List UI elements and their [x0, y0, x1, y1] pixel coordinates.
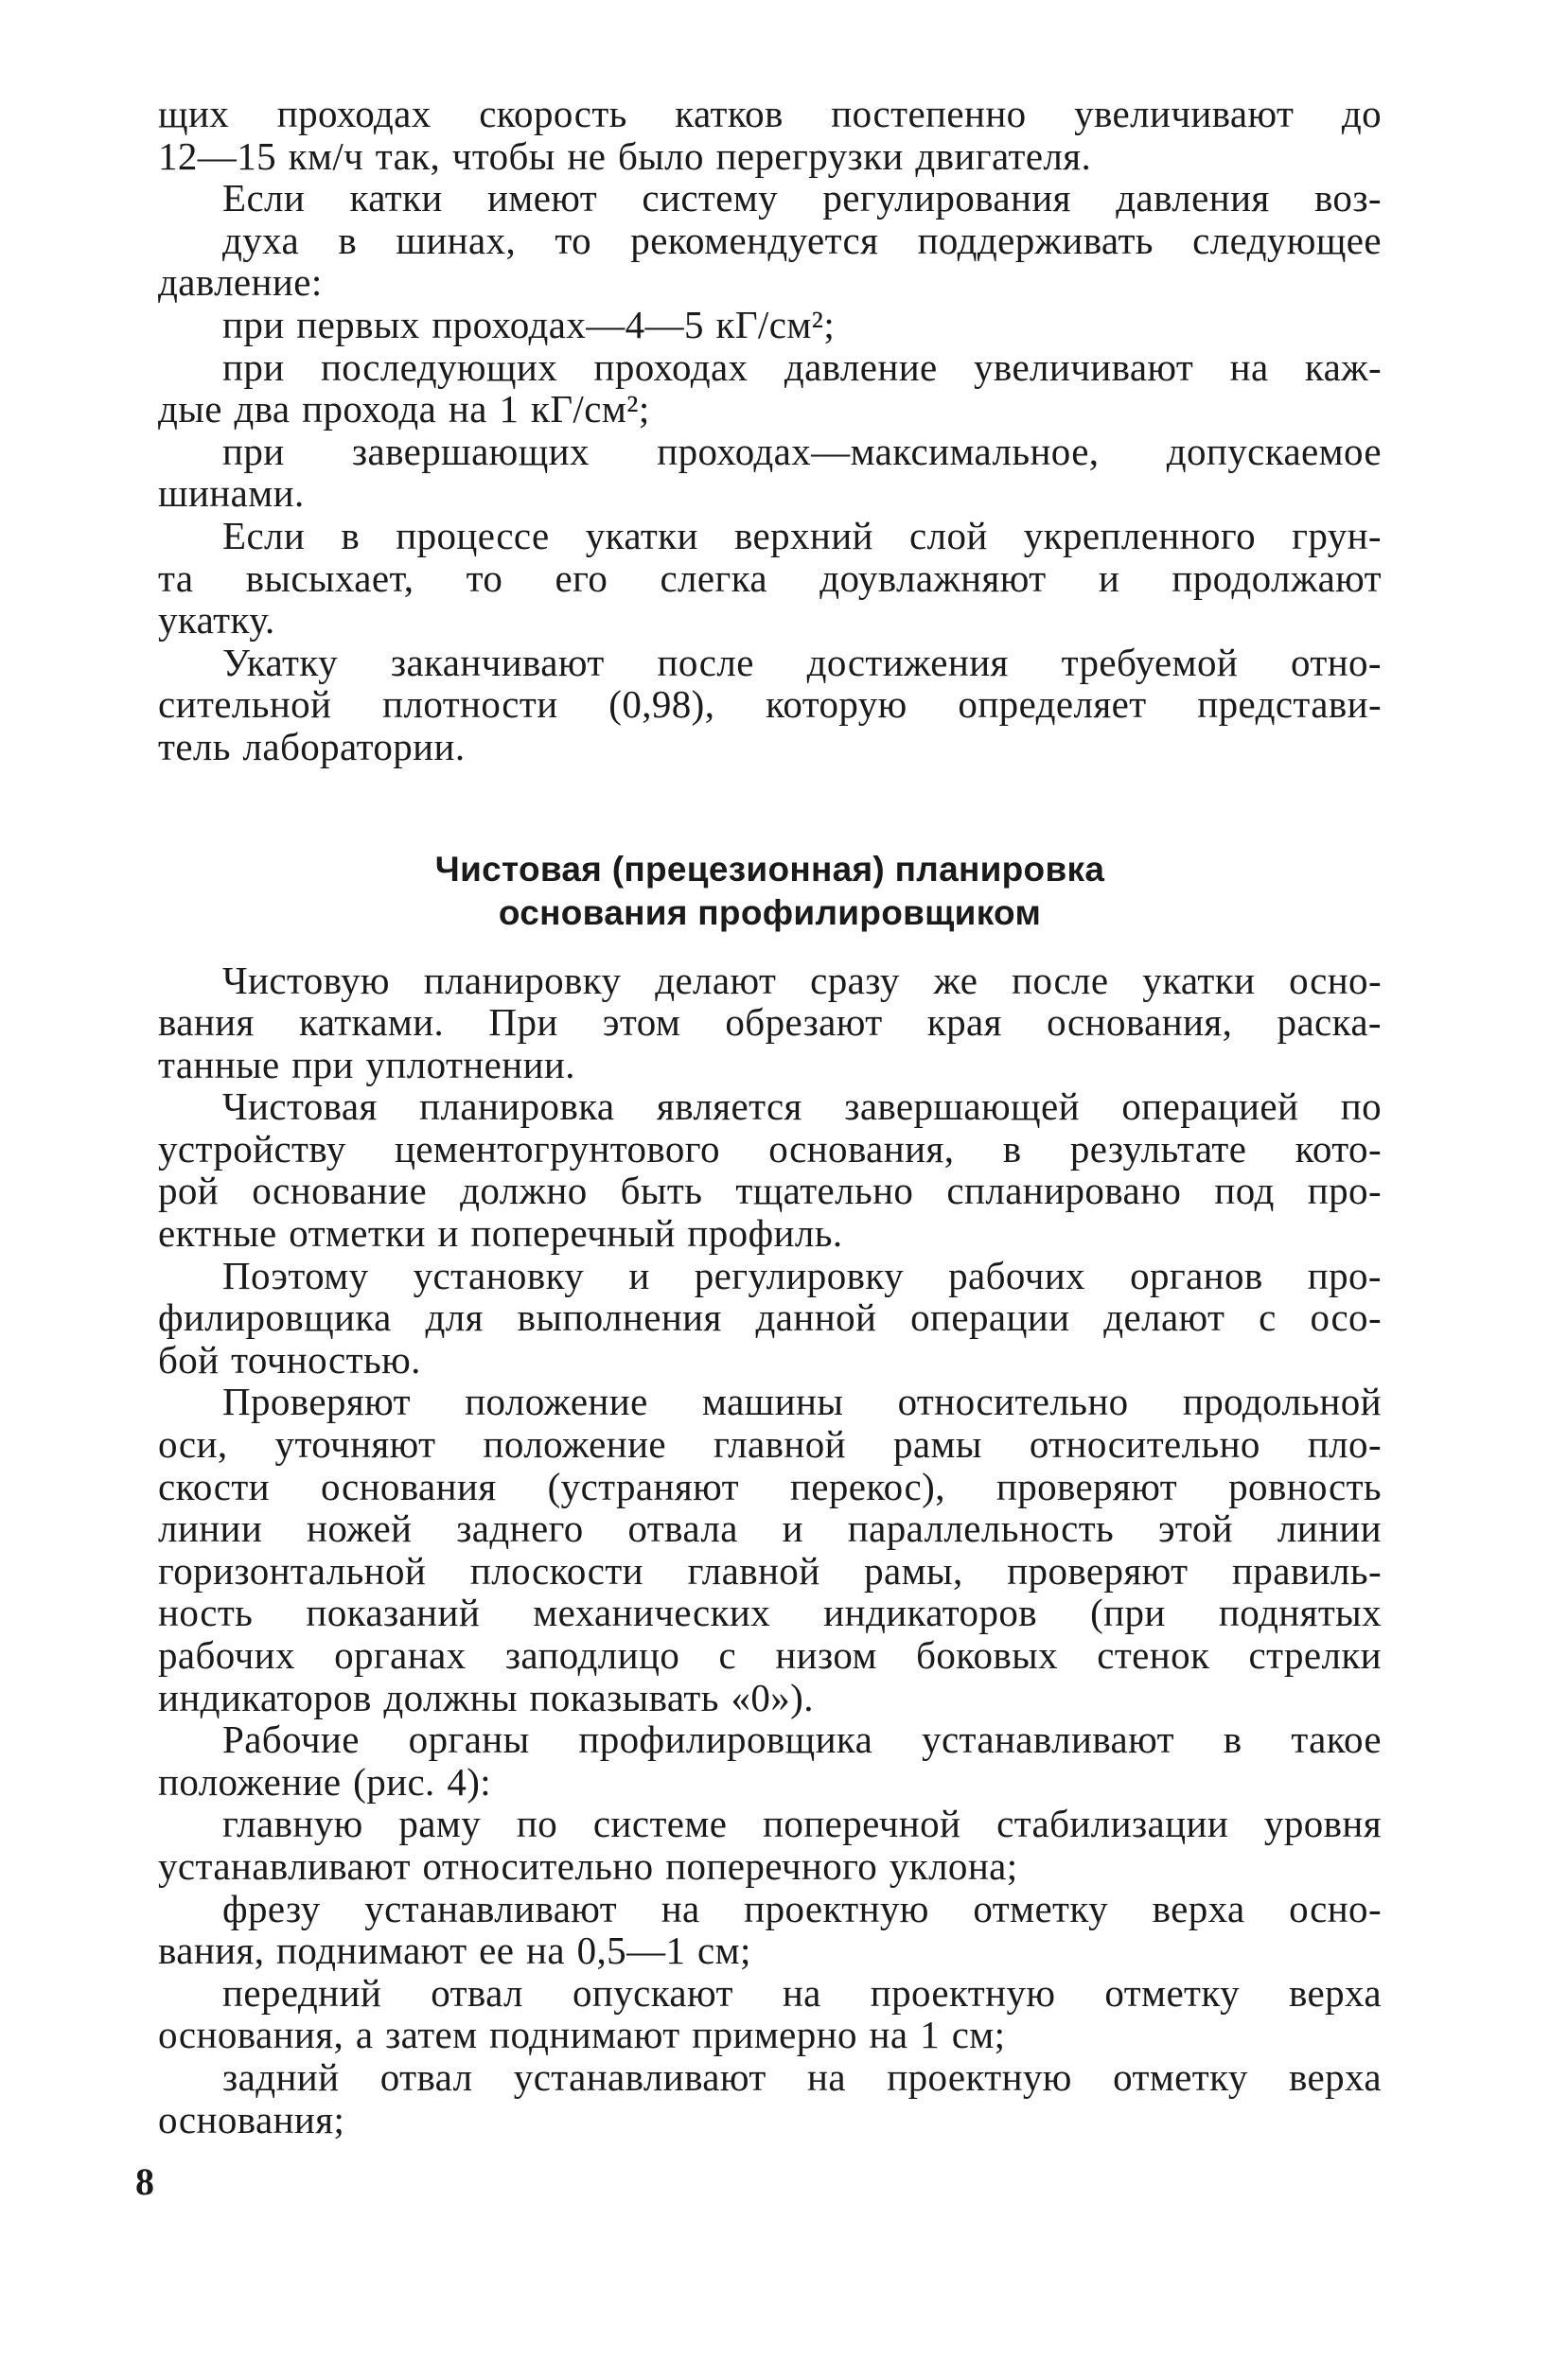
- paragraph-first-passes: [158, 304, 1382, 346]
- text-line: при первых проходах—4—5 кГ/см²;: [222, 302, 836, 346]
- text-line: индикаторов должны показывать «0»).: [158, 1675, 814, 1719]
- paragraph-subsequent-passes: [158, 346, 1382, 431]
- text-line: духа в шинах, то рекомендуется поддерживать следующее: [222, 218, 1382, 262]
- paragraph-machine-check: [158, 1381, 1382, 1718]
- text-line: при последующих проходах давление увеличивают на каж-: [222, 344, 1382, 389]
- paragraph-rear-blade: [158, 2056, 1382, 2140]
- text-line: укатку.: [158, 598, 275, 643]
- text-line: рой основание должно быть тщательно спланировано под про-: [158, 1169, 1382, 1213]
- page-body: [158, 93, 1382, 2140]
- text-line: давление:: [158, 260, 323, 305]
- text-line: Проверяют положение машины относительно продольной: [222, 1380, 1382, 1424]
- text-line: щих проходах скорость катков постепенно увеличивают до: [158, 92, 1382, 135]
- paragraph-tire-pressure-intro: [158, 177, 1382, 304]
- text-line: Если катки имеют систему регулирования давления воз-: [222, 176, 1382, 220]
- paragraph-moistening: [158, 515, 1382, 642]
- text-line: вания, поднимают ее на 0,5—1 см;: [158, 1929, 751, 1973]
- text-line: филировщика для выполнения данной операции делают с осо-: [158, 1295, 1382, 1340]
- text-line: ектные отметки и поперечный профиль.: [158, 1211, 843, 1256]
- text-line: Поэтому установку и регулировку рабочих органов про-: [222, 1253, 1382, 1297]
- text-line: 12—15 км/ч так, чтобы не было перегрузки двигателя.: [158, 133, 1092, 178]
- text-line: передний отвал опускают на проектную отметку верха: [222, 1970, 1382, 2015]
- text-line: положение (рис. 4):: [158, 1759, 492, 1804]
- text-line: главную раму по системе поперечной стабилизации уровня: [222, 1802, 1382, 1846]
- text-line: линии ножей заднего отвала и параллельность этой линии: [158, 1506, 1382, 1551]
- text-line: оси, уточняют положение главной рамы относительно пло-: [158, 1422, 1382, 1467]
- text-line: Чистовую планировку делают сразу же после укатки осно-: [222, 958, 1382, 1002]
- section-heading-line: Чистовая (прецезионная) планировка: [434, 849, 1105, 889]
- text-line: фрезу устанавливают на проектную отметку верха осно-: [222, 1886, 1382, 1930]
- text-line: вания катками. При этом обрезают края основания, раска-: [158, 1000, 1382, 1045]
- text-line: Чистовая планировка является завершающей операцией по: [222, 1084, 1382, 1129]
- text-line: устройству цементогрунтового основания, в результате кото-: [158, 1126, 1382, 1171]
- paragraph-final-operation: [158, 1085, 1382, 1254]
- text-line: основания;: [158, 2097, 345, 2141]
- text-line: горизонтальной плоскости главной рамы, проверяют правиль-: [158, 1548, 1382, 1593]
- text-line: рабочих органах заподлицо с низом боковых стенок стрелки: [158, 1633, 1382, 1677]
- section-heading: [158, 848, 1382, 935]
- text-line: дые два прохода на 1 кГ/см²;: [158, 387, 650, 432]
- text-line: та высыхает, то его слегка доувлажняют и продолжают: [158, 555, 1382, 600]
- text-line: бой точностью.: [158, 1337, 421, 1382]
- text-line: танные при уплотнении.: [158, 1042, 575, 1086]
- text-line: тель лаборатории.: [158, 724, 466, 768]
- paragraph-precision: [158, 1255, 1382, 1382]
- text-line: Если в процессе укатки верхний слой укрепленного грун-: [222, 513, 1382, 557]
- text-line: скости основания (устраняют перекос), проверяют ровность: [158, 1464, 1382, 1508]
- text-line: сительной плотности (0,98), которую определяет представи-: [158, 682, 1382, 727]
- page-number: 8: [135, 2160, 154, 2203]
- paragraph-density: [158, 642, 1382, 768]
- paragraph-roller-speed: [158, 93, 1382, 177]
- text-line: Укатку заканчивают после достижения требуемой отно-: [222, 640, 1382, 684]
- paragraph-mill: [158, 1888, 1382, 1972]
- paragraph-finish-grading: [158, 960, 1382, 1086]
- paragraph-final-passes: [158, 431, 1382, 515]
- text-line: задний отвал устанавливают на проектную отметку верха: [222, 2054, 1382, 2099]
- paragraph-working-parts: [158, 1718, 1382, 1803]
- text-line: устанавливают относительно поперечного уклона;: [158, 1843, 1018, 1888]
- section-heading-line: основания профилировщиком: [498, 892, 1042, 932]
- text-line: Рабочие органы профилировщика устанавливают в такое: [222, 1717, 1382, 1762]
- text-line: при завершающих проходах—максимальное, допускаемое: [222, 429, 1382, 473]
- text-line: шинами.: [158, 471, 305, 516]
- text-line: ность показаний механических индикаторов (при поднятых: [158, 1591, 1382, 1635]
- paragraph-front-blade: [158, 1972, 1382, 2056]
- paragraph-main-frame: [158, 1803, 1382, 1887]
- text-line: основания, а затем поднимают примерно на 1 см;: [158, 2013, 1006, 2057]
